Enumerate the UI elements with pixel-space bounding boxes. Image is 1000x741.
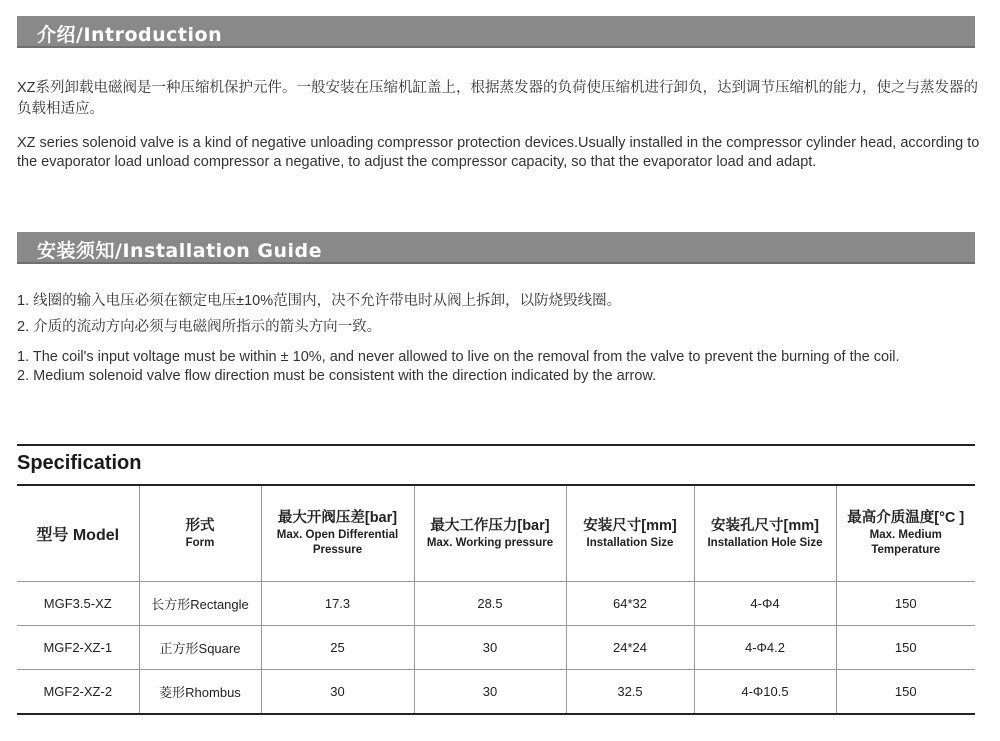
col-header-form-en: Form	[185, 536, 215, 549]
col-header-diff-zh: 最大开阀压差[bar]	[277, 510, 398, 526]
col-header-hole-size	[694, 486, 836, 582]
col-header-size-en: Installation Size	[586, 536, 674, 549]
spec-top-rule	[17, 444, 975, 446]
col-header-max-temp	[836, 486, 975, 582]
cell-model: MGF2-XZ-2	[17, 670, 139, 715]
cell-install-size: 64*32	[566, 582, 694, 626]
cell-diff-pressure: 30	[261, 670, 414, 715]
col-header-form	[139, 486, 261, 582]
cell-hole-size: 4-Φ4	[694, 582, 836, 626]
intro-zh-text: XZ系列卸载电磁阀是一种压缩机保护元件。一般安装在压缩机缸盖上，根据蒸发器的负荷使压缩机进行卸负，达到调节压缩机的能力，使之与蒸发器的负载相适应。	[17, 80, 979, 117]
cell-form: 正方形Square	[139, 626, 261, 670]
col-header-model: 型号 Model	[17, 486, 139, 582]
cell-max-temp: 150	[836, 626, 975, 670]
col-header-diff-pressure	[261, 486, 414, 582]
spec-header-row	[17, 486, 975, 582]
col-header-work-zh: 最大工作压力[bar]	[430, 517, 550, 534]
install-zh-item-1: 1. 线圈的输入电压必须在额定电压±10%范围内，决不允许带电时从阀上拆卸，以防烧毁线圈。	[17, 293, 622, 309]
install-zh-item-2: 2. 介质的流动方向必须与电磁阀所指示的箭头方向一致。	[17, 319, 382, 335]
install-heading: 安装须知/Installation Guide	[37, 240, 323, 262]
install-header-bar	[17, 232, 975, 264]
col-header-hole-en: Installation Hole Size	[707, 536, 823, 549]
cell-diff-pressure: 25	[261, 626, 414, 670]
table-row	[17, 582, 975, 626]
cell-max-temp: 150	[836, 670, 975, 715]
col-header-diff-en: Max. Open Differential Pressure	[276, 529, 399, 556]
col-header-form-zh: 形式	[185, 517, 215, 534]
cell-working-pressure: 30	[414, 626, 566, 670]
cell-form: 菱形Rhombus	[139, 670, 261, 715]
cell-install-size: 32.5	[566, 670, 694, 715]
col-header-work-en: Max. Working pressure	[426, 536, 554, 549]
table-row	[17, 670, 975, 715]
intro-header-bar	[17, 16, 975, 48]
cell-diff-pressure: 17.3	[261, 582, 414, 626]
intro-en-text: XZ series solenoid valve is a kind of negative unloading compressor protection devices.Usually installed in the compressor cylinder head, according to the evaporator load unload compressor a negative, to adjust the compressor capacity, so that the evaporator load and adapt.	[17, 135, 980, 170]
cell-working-pressure: 30	[414, 670, 566, 715]
cell-model: MGF3.5-XZ	[17, 582, 139, 626]
cell-form: 长方形Rectangle	[139, 582, 261, 626]
cell-install-size: 24*24	[566, 626, 694, 670]
cell-max-temp: 150	[836, 582, 975, 626]
col-header-temp-zh: 最高介质温度[°C ]	[847, 510, 965, 526]
col-header-temp-en: Max. Medium Temperature	[869, 529, 942, 556]
install-en-item-1: 1. The coil's input voltage must be within ± 10%, and never allowed to live on the removal from the valve to prevent the burning of the coil.	[17, 349, 900, 365]
install-en-item-2: 2. Medium solenoid valve flow direction must be consistent with the direction indicated by the arrow.	[17, 368, 657, 384]
cell-model: MGF2-XZ-1	[17, 626, 139, 670]
col-header-hole-zh: 安装孔尺寸[mm]	[711, 517, 819, 534]
table-row	[17, 626, 975, 670]
spec-table	[17, 486, 975, 715]
col-header-size-zh: 安装尺寸[mm]	[583, 517, 677, 534]
col-header-install-size	[566, 486, 694, 582]
col-header-working-pressure	[414, 486, 566, 582]
cell-hole-size: 4-Φ4.2	[694, 626, 836, 670]
intro-heading: 介绍/Introduction	[37, 24, 223, 46]
cell-hole-size: 4-Φ10.5	[694, 670, 836, 715]
spec-title: Specification	[17, 452, 142, 474]
cell-working-pressure: 28.5	[414, 582, 566, 626]
